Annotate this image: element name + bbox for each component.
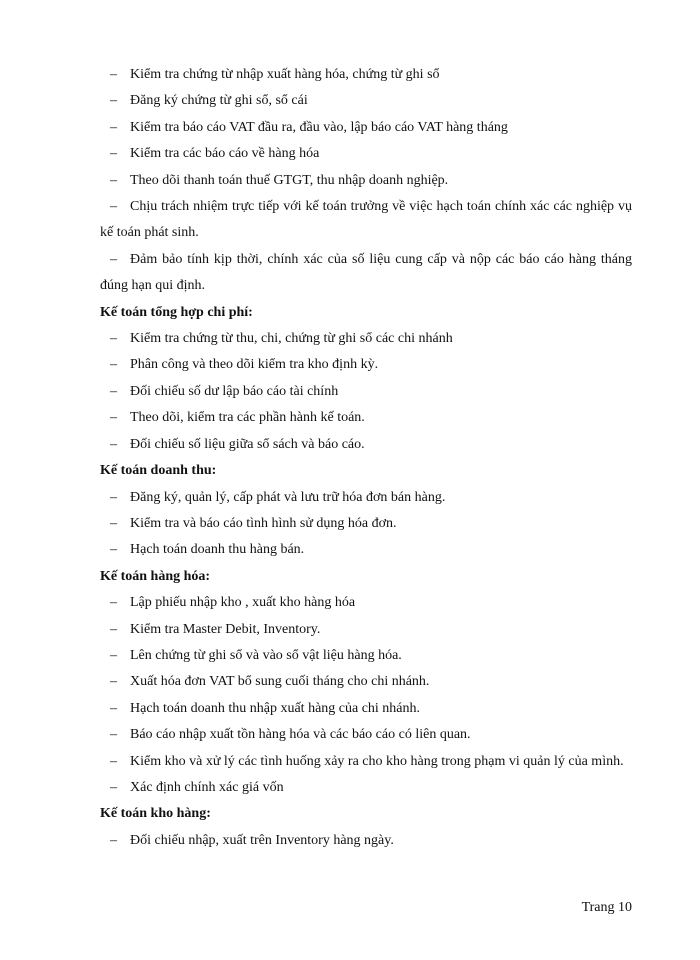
list-item-text: Đảm bảo tính kịp thời, chính xác của số liệu cung cấp và nộp các báo cáo hàng tháng đúng hạn qui định. <box>100 251 632 294</box>
list-item <box>100 617 632 643</box>
list-item <box>100 669 632 695</box>
section-heading: Kế toán kho hàng: <box>100 806 211 822</box>
list-item-text: Kiểm tra các báo cáo về hàng hóa <box>130 146 320 162</box>
list-item <box>100 62 632 88</box>
dash-bullet: – <box>110 727 117 743</box>
dash-bullet: – <box>110 832 117 848</box>
list-item <box>100 326 632 352</box>
list-item <box>100 432 632 458</box>
list-item-text: Hạch toán doanh thu hàng bán. <box>130 542 305 558</box>
list-item <box>100 168 632 194</box>
list-item-text: Lên chứng từ ghi sổ và vào sổ vật liệu hàng hóa. <box>130 647 402 663</box>
dash-bullet: – <box>110 383 117 399</box>
list-item <box>100 775 632 801</box>
list-item <box>100 88 632 114</box>
list-item-text: Xuất hóa đơn VAT bổ sung cuối tháng cho chi nhánh. <box>130 674 430 690</box>
list-item <box>100 749 632 775</box>
dash-bullet: – <box>110 753 117 769</box>
list-item <box>100 828 632 854</box>
list-item-text: Xác định chính xác giá vốn <box>130 779 284 795</box>
section-heading: Kế toán tổng hợp chi phí: <box>100 304 253 320</box>
dash-bullet: – <box>110 515 117 531</box>
list-item-text: Đối chiếu nhập, xuất trên Inventory hàng ngày. <box>130 832 394 848</box>
list-item-text: Theo dõi thanh toán thuế GTGT, thu nhập doanh nghiệp. <box>130 172 449 188</box>
dash-bullet: – <box>110 93 117 109</box>
list-item-text: Kiểm tra chứng từ nhập xuất hàng hóa, chứng từ ghi sổ <box>130 67 440 82</box>
page-number: Trang 10 <box>581 900 632 915</box>
list-item <box>100 590 632 616</box>
list-item <box>100 141 632 167</box>
list-item <box>100 485 632 511</box>
dash-bullet: – <box>110 621 117 637</box>
dash-bullet: – <box>110 172 117 188</box>
dash-bullet: – <box>110 542 117 558</box>
list-item-text: Báo cáo nhập xuất tồn hàng hóa và các báo cáo có liên quan. <box>130 727 471 743</box>
dash-bullet: – <box>110 489 117 505</box>
list-item <box>100 379 632 405</box>
dash-bullet: – <box>110 331 117 347</box>
list-item <box>100 405 632 431</box>
dash-bullet: – <box>110 674 117 690</box>
dash-bullet: – <box>110 779 117 795</box>
dash-bullet: – <box>110 357 117 373</box>
list-item <box>100 643 632 669</box>
list-item <box>100 537 632 563</box>
dash-bullet: – <box>110 436 117 452</box>
list-item-text: Đăng ký chứng từ ghi sổ, sổ cái <box>130 93 308 109</box>
dash-bullet: – <box>110 251 117 267</box>
list-item-text: Đối chiếu số dư lập báo cáo tài chính <box>130 383 339 399</box>
list-item-text: Chịu trách nhiệm trực tiếp với kế toán trưởng về việc hạch toán chính xác các nghiệp vụ kế toán phát sinh. <box>100 199 632 241</box>
list-item-text: Kiểm kho và xử lý các tình huống xảy ra cho kho hàng trong phạm vi quản lý của mình. <box>130 753 624 769</box>
dash-bullet: – <box>110 67 117 82</box>
list-item-text: Kiểm tra chứng từ thu, chi, chứng từ ghi sổ các chi nhánh <box>130 331 453 347</box>
list-item <box>100 247 632 300</box>
dash-bullet: – <box>110 700 117 716</box>
list-item <box>100 194 632 247</box>
dash-bullet: – <box>110 199 117 215</box>
section-heading: Kế toán hàng hóa: <box>100 568 211 584</box>
list-item <box>100 722 632 748</box>
list-item <box>100 696 632 722</box>
dash-bullet: – <box>110 119 117 135</box>
list-item-text: Lập phiếu nhập kho , xuất kho hàng hóa <box>130 595 356 611</box>
document-body <box>100 62 632 854</box>
dash-bullet: – <box>110 595 117 611</box>
list-item-text: Phân công và theo dõi kiểm tra kho định kỳ. <box>130 357 379 373</box>
list-item-text: Đăng ký, quản lý, cấp phát và lưu trữ hóa đơn bán hàng. <box>130 489 446 505</box>
dash-bullet: – <box>110 647 117 663</box>
list-item-text: Đối chiếu số liệu giữa sổ sách và báo cáo. <box>130 436 365 452</box>
list-item-text: Theo dõi, kiểm tra các phần hành kế toán. <box>130 410 365 426</box>
list-item-text: Kiểm tra và báo cáo tình hình sử dụng hóa đơn. <box>130 515 397 531</box>
list-item <box>100 352 632 378</box>
dash-bullet: – <box>110 146 117 162</box>
list-item <box>100 511 632 537</box>
list-item-text: Hạch toán doanh thu nhập xuất hàng của chi nhánh. <box>130 700 421 716</box>
section-heading: Kế toán doanh thu: <box>100 463 217 479</box>
list-item <box>100 115 632 141</box>
list-item-text: Kiểm tra báo cáo VAT đầu ra, đầu vào, lập báo cáo VAT hàng tháng <box>130 119 508 135</box>
dash-bullet: – <box>110 410 117 426</box>
list-item-text: Kiểm tra Master Debit, Inventory. <box>130 621 321 637</box>
